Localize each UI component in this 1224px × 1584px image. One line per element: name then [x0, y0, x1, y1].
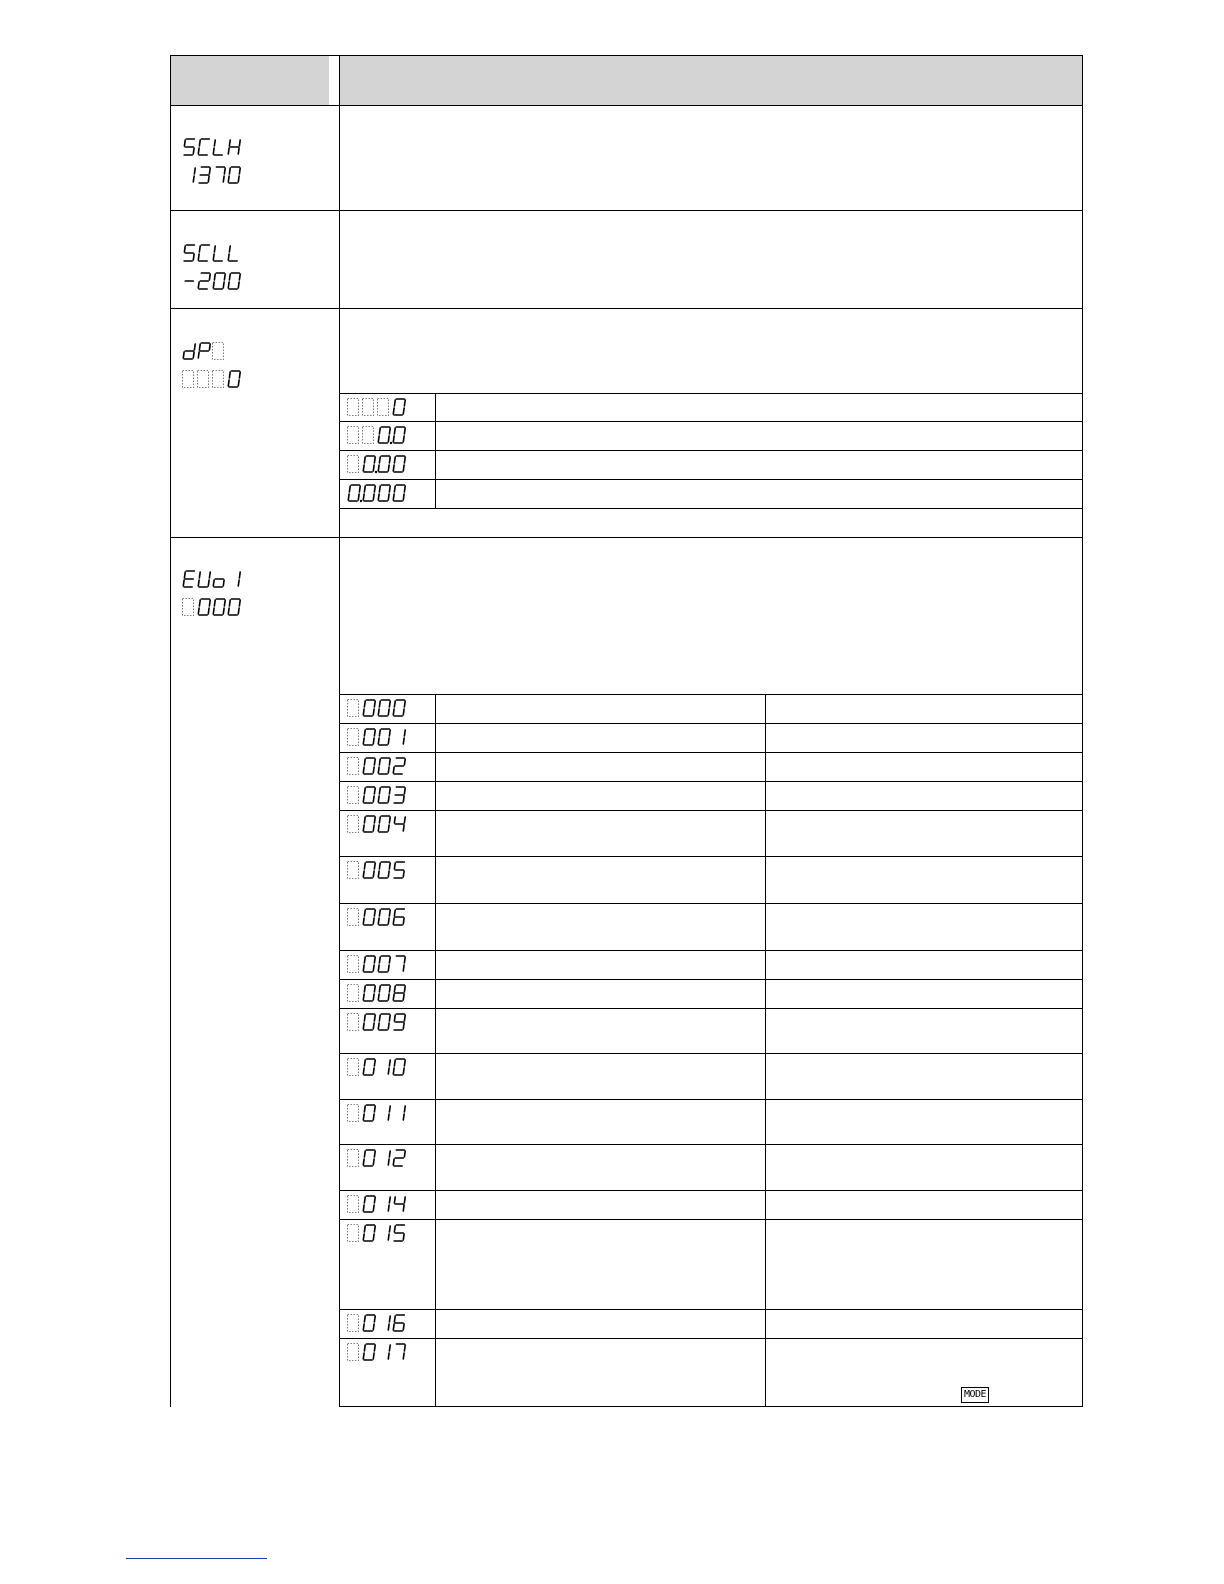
exo1-option-code: [347, 955, 407, 973]
mode-key-icon: MODE: [961, 1387, 989, 1403]
exo1-option-code: [347, 786, 407, 804]
dp-option-code: [347, 426, 407, 444]
exo-subtable-line: [339, 1144, 1083, 1145]
table-header-right: [340, 56, 1082, 105]
row-divider-sclh: [170, 210, 1083, 211]
exo1-option-code: [347, 908, 407, 926]
param-code-dp: [182, 342, 242, 360]
param-default-dp: [182, 370, 242, 388]
dp-subtable-line: [339, 479, 1083, 480]
param-default-exo1: [182, 598, 242, 616]
exo1-option-code: [347, 1058, 407, 1076]
row-divider-dp: [170, 537, 1083, 538]
exo1-option-code: [347, 1224, 407, 1242]
dp-subtable-line: [339, 421, 1083, 422]
exo1-option-code: [347, 757, 407, 775]
footnote-rule: [126, 1558, 267, 1559]
param-code-exo1: [182, 570, 242, 588]
exo1-option-code: [347, 984, 407, 1002]
exo1-option-code: [347, 1343, 407, 1361]
row-divider-scll: [170, 308, 1083, 309]
row-divider-header: [170, 105, 1083, 106]
exo-subtable-line: [339, 1338, 1083, 1339]
exo-subtable-line: [339, 950, 1083, 951]
exo-subtable-line: [339, 810, 1083, 811]
exo-subtable-line: [339, 781, 1083, 782]
exo-subtable-line: [339, 903, 1083, 904]
dp-subtable-line: [339, 508, 1083, 509]
param-code-sclh: [182, 138, 242, 156]
exo-subtable-line: [339, 856, 1083, 857]
param-default-sclh: [182, 166, 242, 184]
exo1-option-code: [347, 1013, 407, 1031]
exo-subtable-col: [435, 694, 436, 1406]
table-header-left: [171, 56, 329, 105]
param-default-scll: [182, 272, 242, 290]
exo1-option-code: [347, 699, 407, 717]
exo-subtable-line: [339, 723, 1083, 724]
exo-subtable-line: [339, 1008, 1083, 1009]
table-right-border: [1082, 55, 1083, 1407]
exo-subtable-line: [339, 752, 1083, 753]
exo1-option-code: [347, 815, 407, 833]
exo-subtable-line: [339, 1190, 1083, 1191]
table-top-border: [170, 55, 1083, 56]
column-divider: [339, 55, 340, 1407]
exo-subtable-line: [339, 1053, 1083, 1054]
exo1-option-code: [347, 1149, 407, 1167]
exo-subtable-line: [339, 694, 1083, 695]
exo1-option-code: [347, 1195, 407, 1213]
dp-option-code: [347, 455, 407, 473]
exo-subtable-line: [339, 1219, 1083, 1220]
dp-subtable-line: [339, 393, 1083, 394]
exo-subtable-col: [765, 694, 766, 1406]
exo-subtable-line: [339, 1406, 1083, 1407]
dp-subtable-col: [435, 393, 436, 508]
exo-subtable-line: [339, 1309, 1083, 1310]
dp-option-code: [347, 484, 407, 502]
dp-option-code: [347, 398, 407, 416]
exo1-option-code: [347, 861, 407, 879]
exo1-option-code: [347, 1104, 407, 1122]
table-left-border: [170, 55, 171, 1407]
exo-subtable-line: [339, 979, 1083, 980]
param-code-scll: [182, 244, 242, 262]
dp-subtable-line: [339, 450, 1083, 451]
exo1-option-code: [347, 1314, 407, 1332]
exo1-option-code: [347, 728, 407, 746]
exo-subtable-line: [339, 1099, 1083, 1100]
